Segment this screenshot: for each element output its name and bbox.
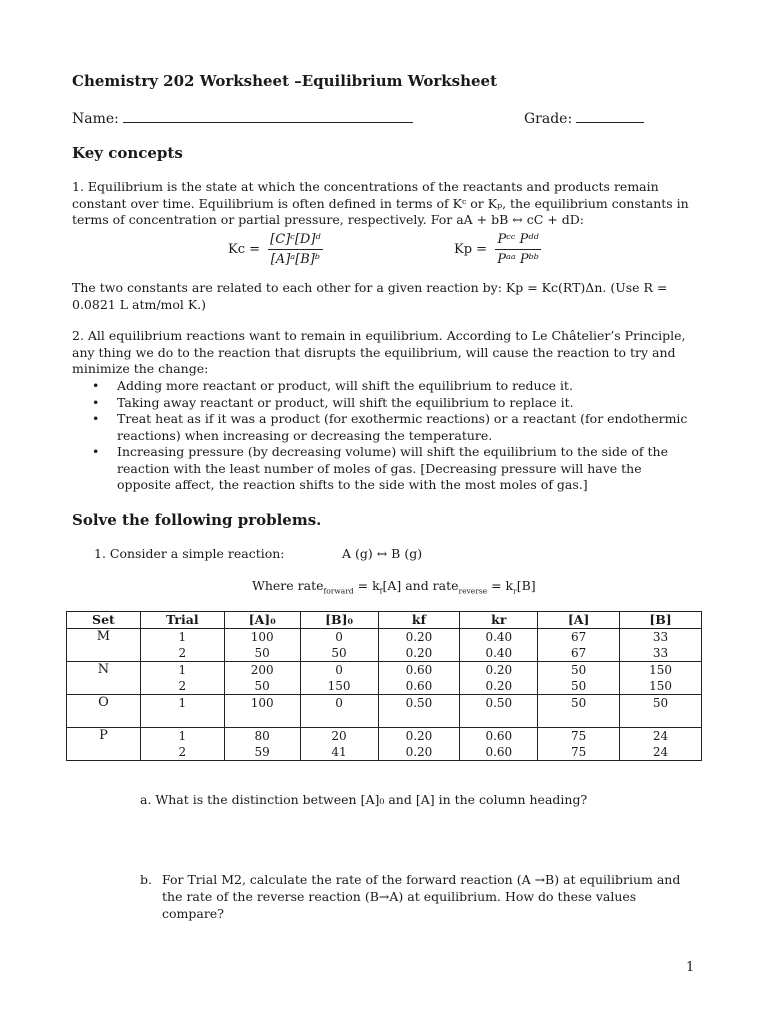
equilibrium-data-table <box>66 611 702 761</box>
set-cell: O <box>67 695 141 728</box>
table-row <box>67 629 702 662</box>
column-header: kf <box>378 612 460 629</box>
table-cell <box>460 629 538 662</box>
kp-numerator: Pᶜᶜ Pᵈᵈ <box>495 232 541 250</box>
table-cell <box>378 695 460 728</box>
bullet-item: • Increasing pressure (by decreasing volume) will shift the equilibrium to the side of the reaction with the least number of moles of gas. [Decreasing pressure will have the opposite affect, the reaction shifts to the side with the most moles of gas.] <box>72 444 698 494</box>
table-cell <box>140 728 224 761</box>
rate-text: Where rate <box>252 578 324 593</box>
table-cell <box>140 662 224 695</box>
table-cell <box>300 695 378 728</box>
rate-text: [A] and rate <box>382 578 459 593</box>
kc-denominator: [A]ᵃ[B]ᵇ <box>270 252 321 267</box>
cell-value: 0.20 <box>405 745 433 759</box>
page-number: 1 <box>686 960 695 975</box>
bullet-item: • Adding more reactant or product, will shift the equilibrium to reduce it. <box>72 378 698 395</box>
question-1-text: 1. Consider a simple reaction: <box>94 546 285 561</box>
concept-paragraph-2: 2. All equilibrium reactions want to remain in equilibrium. According to Le Châtelier’s Principle, any thing we do to the reaction that disrupts the equilibrium, will cause the reaction to try and minimize the change: <box>72 328 686 376</box>
worksheet-title: Chemistry 202 Worksheet –Equilibrium Worksheet <box>72 72 498 90</box>
cell-value: 0.50 <box>485 696 513 710</box>
kc-equation <box>228 232 323 267</box>
table-cell <box>538 662 620 695</box>
name-label: Name: <box>72 111 119 127</box>
grade-label: Grade: <box>524 111 573 127</box>
cell-value: 0.60 <box>485 729 513 743</box>
cell-value: 0.20 <box>485 679 513 693</box>
problems-heading: Solve the following problems. <box>72 511 322 529</box>
table-header-row <box>67 612 702 629</box>
column-header: [B]₀ <box>300 612 378 629</box>
cell-value: 50 <box>331 646 347 660</box>
name-blank <box>123 108 413 123</box>
cell-value <box>141 711 224 727</box>
column-header: [B] <box>620 612 702 629</box>
question-b <box>140 871 700 922</box>
cell-value: 200 <box>250 663 274 677</box>
cell-value: 150 <box>649 679 672 693</box>
table-cell <box>300 629 378 662</box>
cell-value: 24 <box>652 745 669 759</box>
cell-value: 0.20 <box>485 663 513 677</box>
cell-value: 100 <box>250 630 274 644</box>
cell-value: 41 <box>331 745 347 759</box>
concept-paragraph-1: 1. Equilibrium is the state at which the concentrations of the reactants and products remain constant over time. Equilibrium is often defined in terms of Kᶜ or Kₚ, the equilibrium constants in terms of concentration or partial pressure, respectively. For aA + bB ↔ cC + dD: <box>72 179 689 227</box>
cell-value: 0.20 <box>405 729 433 743</box>
cell-value: 0.60 <box>405 663 433 677</box>
table-cell <box>538 695 620 728</box>
table-cell <box>224 629 300 662</box>
cell-value: 67 <box>571 646 587 660</box>
bullet-item: • Taking away reactant or product, will shift the equilibrium to replace it. <box>72 395 698 412</box>
cell-value: 0.60 <box>405 679 433 693</box>
table-cell <box>538 728 620 761</box>
table-cell <box>378 662 460 695</box>
table-cell <box>224 695 300 728</box>
cell-value: 0.40 <box>485 630 513 644</box>
table-body <box>67 629 702 761</box>
name-field <box>72 108 413 127</box>
set-cell: M <box>67 629 141 662</box>
cell-value: 1 <box>178 630 187 644</box>
cell-value: 150 <box>327 679 351 693</box>
rate-subscript: f <box>379 586 383 596</box>
cell-value: 67 <box>571 630 587 644</box>
cell-value: 0 <box>335 696 343 710</box>
cell-value: 80 <box>254 729 270 743</box>
cell-value <box>620 711 701 727</box>
kp-equation <box>454 232 541 267</box>
kp-label: Kp = <box>454 242 488 257</box>
table-cell <box>300 728 378 761</box>
column-header: [A] <box>538 612 620 629</box>
grade-blank <box>576 108 644 123</box>
cell-value <box>379 711 460 727</box>
cell-value: 2 <box>178 679 187 693</box>
cell-value: 0 <box>335 663 343 677</box>
question-b-text: For Trial M2, calculate the rate of the forward reaction (A →B) at equilibrium and the rate of the reverse reaction (B→A) at equilibrium. How do these values compare? <box>162 872 681 921</box>
rate-subscript: forward <box>323 586 354 596</box>
cell-value: 150 <box>649 663 672 677</box>
table-row <box>67 728 702 761</box>
constants-relation: The two constants are related to each other for a given reaction by: Kp = Kc(RT)Δn. (Use R = 0.0821 L atm/mol K.) <box>72 280 668 312</box>
cell-value: 0.60 <box>485 745 513 759</box>
table-cell <box>140 695 224 728</box>
rate-text: = k <box>353 578 380 593</box>
column-header: kr <box>460 612 538 629</box>
kp-denominator: Pᵃᵃ Pᵇᵇ <box>497 252 539 267</box>
cell-value <box>225 711 300 727</box>
bullet-item: • Treat heat as if it was a product (for exothermic reactions) or a reactant (for endothermic reactions) when increasing or decreasing the temperature. <box>72 411 698 444</box>
table-cell <box>538 629 620 662</box>
le-chatelier-list <box>72 378 698 494</box>
question-b-label: b. <box>140 872 152 887</box>
set-cell: N <box>67 662 141 695</box>
cell-value: 0.50 <box>405 696 433 710</box>
kc-numerator: [C]ᶜ[D]ᵈ <box>268 232 322 250</box>
rate-subscript: reverse <box>458 586 488 596</box>
cell-value <box>460 711 537 727</box>
table-cell <box>460 662 538 695</box>
cell-value: 1 <box>178 696 187 710</box>
rate-text: [B] <box>516 578 536 593</box>
cell-value: 59 <box>254 745 270 759</box>
key-concepts-heading: Key concepts <box>72 144 183 162</box>
cell-value: 33 <box>652 646 669 660</box>
table-row <box>67 695 702 728</box>
column-header: [A]₀ <box>224 612 300 629</box>
cell-value: 33 <box>652 630 669 644</box>
column-header: Set <box>67 612 141 629</box>
cell-value: 50 <box>571 663 587 677</box>
cell-value: 20 <box>331 729 347 743</box>
table-cell <box>620 728 702 761</box>
cell-value: 50 <box>254 679 270 693</box>
cell-value: 75 <box>571 729 587 743</box>
set-cell: P <box>67 728 141 761</box>
table-cell <box>620 662 702 695</box>
table-row <box>67 662 702 695</box>
table-cell <box>460 728 538 761</box>
question-1-reaction: A (g) ↔ B (g) <box>342 546 423 561</box>
cell-value: 50 <box>254 646 270 660</box>
table-cell <box>378 728 460 761</box>
cell-value: 100 <box>250 696 274 710</box>
cell-value: 1 <box>178 663 187 677</box>
kc-label: Kc = <box>228 242 261 257</box>
table-cell <box>378 629 460 662</box>
grade-field <box>524 108 644 127</box>
kc-fraction <box>268 232 322 267</box>
cell-value: 1 <box>178 729 187 743</box>
cell-value: 75 <box>571 745 587 759</box>
cell-value: 50 <box>652 696 669 710</box>
table-cell <box>620 695 702 728</box>
rate-subscript: r <box>513 586 517 596</box>
column-header: Trial <box>140 612 224 629</box>
table-cell <box>300 662 378 695</box>
cell-value <box>301 711 378 727</box>
cell-value: 50 <box>571 696 587 710</box>
cell-value: 0.40 <box>485 646 513 660</box>
cell-value: 0 <box>335 630 343 644</box>
table-cell <box>620 629 702 662</box>
cell-value: 50 <box>571 679 587 693</box>
table-cell <box>224 728 300 761</box>
cell-value: 0.20 <box>405 646 433 660</box>
question-a: a. What is the distinction between [A]₀ and [A] in the column heading? <box>140 792 588 807</box>
cell-value: 0.20 <box>405 630 433 644</box>
table-cell <box>460 695 538 728</box>
table-cell <box>140 629 224 662</box>
rate-expression <box>252 578 536 596</box>
cell-value: 24 <box>652 729 669 743</box>
kp-fraction <box>495 232 541 267</box>
cell-value <box>538 711 619 727</box>
cell-value: 2 <box>178 745 187 759</box>
rate-text: = k <box>487 578 514 593</box>
table-cell <box>224 662 300 695</box>
cell-value: 2 <box>178 646 187 660</box>
